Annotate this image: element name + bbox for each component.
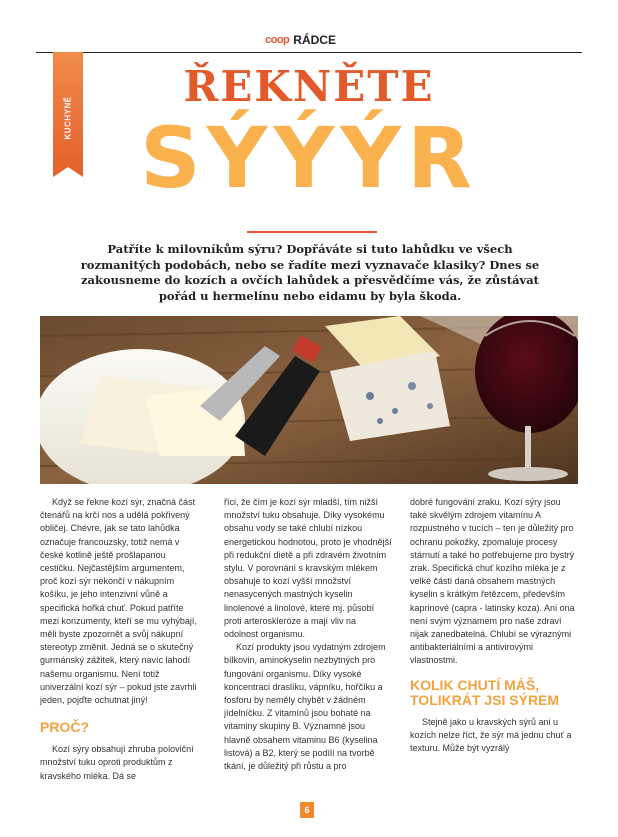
article-paragraph: Kozí sýry obsahují zhruba poloviční množství tuku oproti produktům z kravského mléka. Dá se bbox=[40, 744, 194, 781]
article-paragraph: dobré fungování zraku. Kozí sýry jsou také skvělým zdrojem vitamínu A rozpustného v tucích – ten je důležitý pro ochranu pokožky, zpomaluje procesy stárnutí a také ho potřebujeme pro bystrý zrak. Specifická chuť kozího mléka je z velké části daná obsahem mastných kyselin s krátkým řetězcem, především kaprinové (capra - latinsky koza). Ani ona není svým významem pro naše zdraví nijak zanedbatelná. Chlubí se výraznými antibakteriálními a antivirovými vlastnostmi. bbox=[410, 497, 575, 666]
article-paragraph: říci, že čím je kozí sýr mladší, tím nižší množství tuku obsahuje. Díky vysokému obsahu vody se také chlubí nízkou energetickou hodnotou, proto je vhodnější při redukční dietě a při zdravém životním stylu. V porovnání s kravským mlékem obsahuje to kozí vyšší množství nenasycených mastných kyselin linolenové a linolové, které mj. působí proti arteroskleróze a mají vliv na odolnost organismu. bbox=[224, 497, 392, 640]
page-number: 6 bbox=[300, 802, 314, 818]
article-column-1 bbox=[40, 496, 200, 783]
title-line-1: ŘEKNĚTE bbox=[183, 62, 435, 111]
title-underline bbox=[247, 231, 377, 233]
article-column-2 bbox=[224, 496, 392, 773]
section-heading-tastes: KOLIK CHUTÍ MÁŠ, TOLIKRÁT JSI SÝREM bbox=[410, 676, 560, 708]
coop-logo: coop bbox=[265, 34, 290, 46]
article-paragraph: Když se řekne kozí sýr, značná část čtenářů na krčí nos a udělá pokřivený obličej. Chévre, jak se tato lahůdka označuje francouzsky, totiž nemá v české kotlině ještě prošlapanou cestičku. Nejčastějším argumentem, proč kozí sýr nekončí v nákupním košíku, je jeho intenzivní vůně a specifická hořká chuť. Pokud patříte mezi konzumenty, kteří se mu vyhýbají, měli byste zpozornět a svůj nákupní stereotyp změnit. Jedná se o skutečný gurmánský zážitek, který navíc lahodí našemu organismu. Není totiž univerzální kozí sýr – pokud jste zavrhli jeden, pojďte ochutnat jiný! bbox=[40, 497, 197, 706]
header-rule bbox=[36, 52, 582, 53]
cheese-wine-photo bbox=[40, 316, 578, 484]
title-line-2: SÝÝÝR bbox=[140, 109, 478, 207]
header bbox=[265, 30, 336, 50]
cheese-photo-illustration bbox=[40, 316, 578, 484]
article-paragraph: Stejně jako u kravských sýrů ani u kozích nelze říct, že sýr má jednu chuť a texturu. Může být vyzrálý bbox=[410, 716, 572, 754]
lead-paragraph: Patříte k milovníkům sýru? Dopřáváte si tuto lahůdku ve všech rozmanitých podobách, nebo se řadíte mezi vyznavače klasiky? Dnes se zakousneme do kozích a ovčích lahůdek a přesvědčíme vás, že zůstávat pořád u hermelínu nebo eidamu by byla škoda. bbox=[80, 242, 540, 303]
category-label: KUCHYNĚ bbox=[63, 96, 73, 140]
section-name: RÁDCE bbox=[293, 33, 336, 47]
section-heading-why: PROČ? bbox=[40, 719, 89, 736]
article-column-3 bbox=[410, 496, 578, 755]
article-paragraph: Kozí produkty jsou vydatným zdrojem bílkovin, aminokyselin nezbytných pro fungování organismu. Díky vysoké koncentraci draslíku, vápníku, hořčíku a fosforu by neměly chybět v žádném jídelníčku. Z vitamínů jsou bohaté na vitaminy skupiny B. Významné jsou hlavně obsahem vitaminu B6 (kyselina listová) a B2, který se podílí na tvorbě tkání, je důležitý při růstu a pro bbox=[224, 642, 386, 772]
